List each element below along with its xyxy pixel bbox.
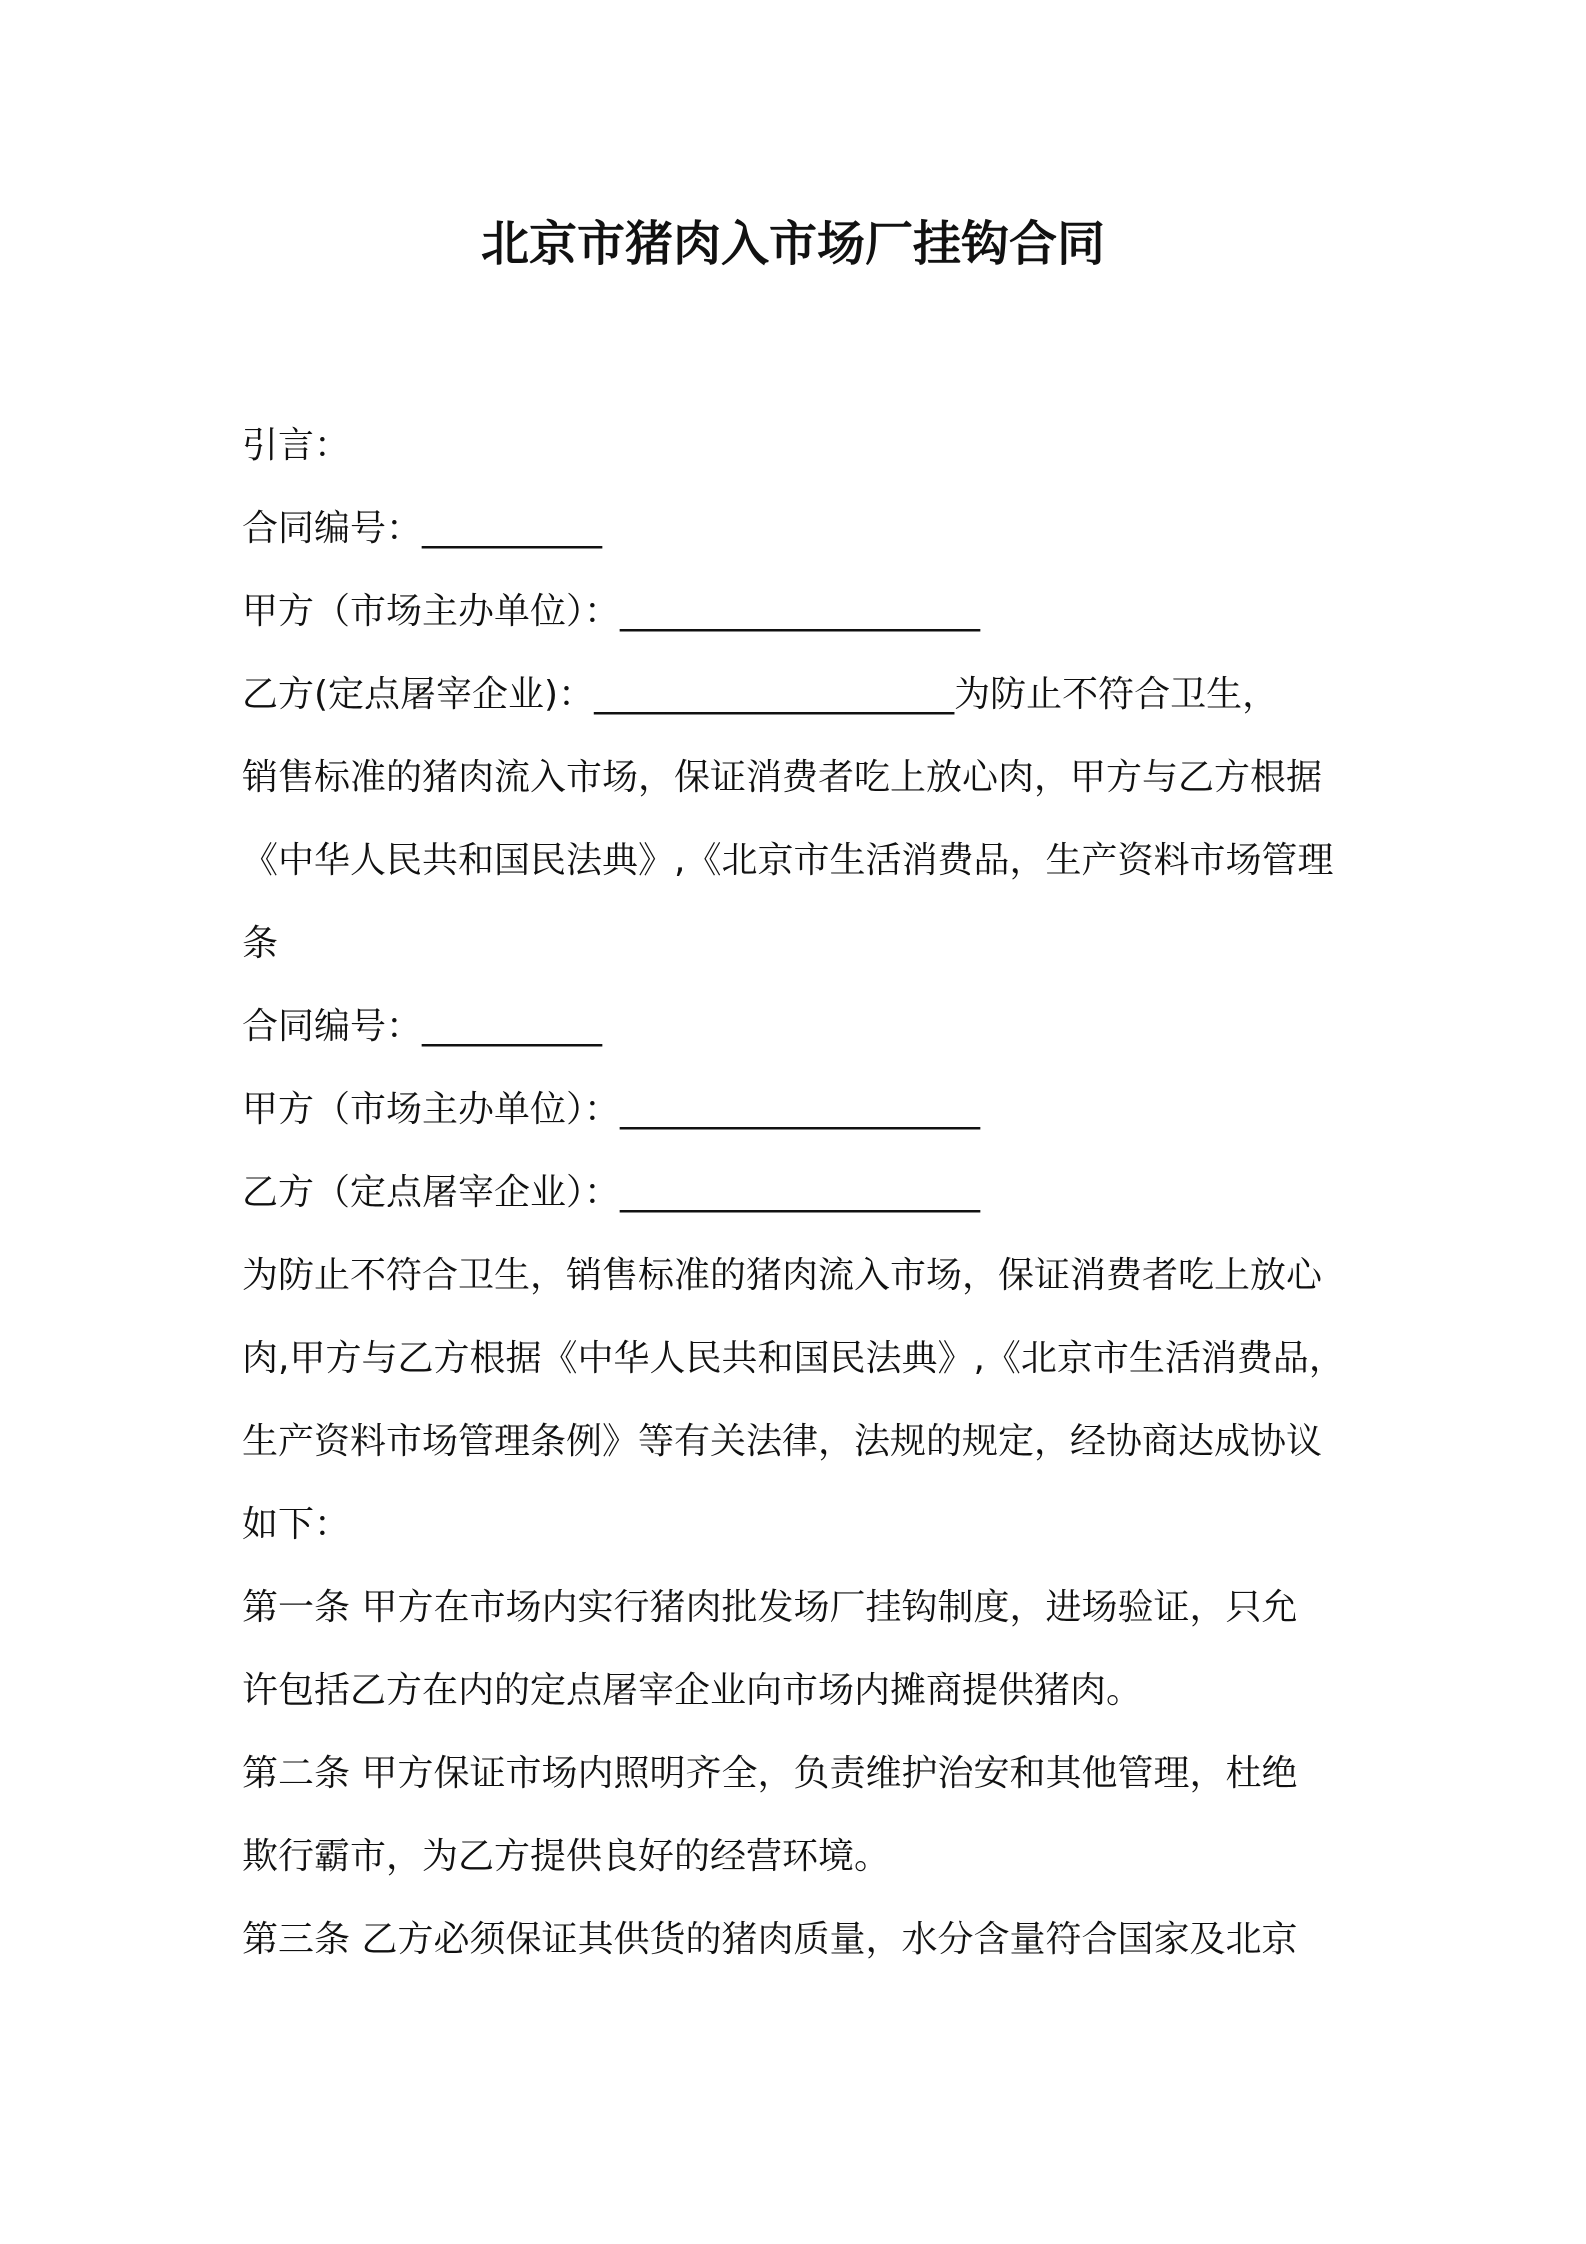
article-2-line: 第二条 甲方保证市场内照明齐全，负责维护治安和其他管理，杜绝 (242, 1753, 1298, 1794)
party-b-line: 乙方（定点屠宰企业）：____________________ (242, 1172, 981, 1213)
contract-number-line: 合同编号：__________ (242, 1006, 603, 1047)
article-1-line: 第一条 甲方在市场内实行猪肉批发场厂挂钩制度，进场验证，只允 (242, 1587, 1298, 1628)
article-3-line: 第三条 乙方必须保证其供货的猪肉质量，水分含量符合国家及北京 (242, 1919, 1298, 1960)
contract-number-line: 合同编号：__________ (242, 508, 603, 549)
party-b-line: 乙方(定点屠宰企业)：____________________为防止不符合卫生， (242, 674, 1279, 715)
intro-heading: 引言： (242, 425, 351, 466)
party-a-line: 甲方（市场主办单位）：____________________ (242, 591, 981, 632)
document-title: 北京市猪肉入市场厂挂钩合同 (480, 216, 1105, 272)
paragraph-line: 条 (242, 923, 279, 964)
paragraph-line: 如下： (242, 1504, 351, 1545)
paragraph-line: 生产资料市场管理条例》等有关法律，法规的规定，经协商达成协议 (242, 1421, 1323, 1462)
party-a-line: 甲方（市场主办单位）：____________________ (242, 1089, 981, 1130)
paragraph-line: 《中华人民共和国民法典》,《北京市生活消费品，生产资料市场管理 (242, 840, 1334, 881)
paragraph-line: 销售标准的猪肉流入市场，保证消费者吃上放心肉，甲方与乙方根据 (242, 757, 1323, 798)
paragraph-line: 肉,甲方与乙方根据《中华人民共和国民法典》,《北京市生活消费品， (242, 1338, 1345, 1379)
paragraph-line: 为防止不符合卫生，销售标准的猪肉流入市场，保证消费者吃上放心 (242, 1255, 1323, 1296)
article-1-line: 许包括乙方在内的定点屠宰企业向市场内摊商提供猪肉。 (242, 1670, 1143, 1711)
document-body (242, 404, 1352, 1981)
article-2-line: 欺行霸市，为乙方提供良好的经营环境。 (242, 1836, 891, 1877)
